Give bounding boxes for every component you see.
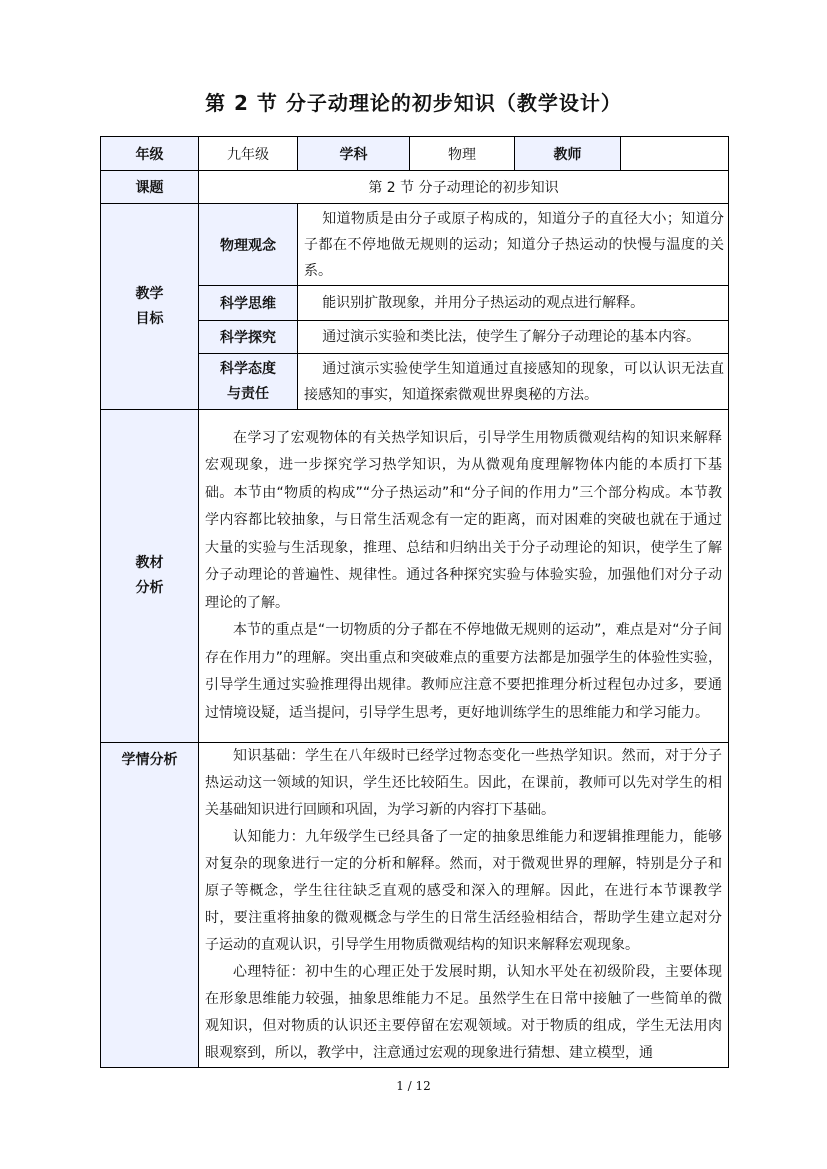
topic-value: 第 2 节 分子动理论的初步知识: [199, 171, 729, 204]
page-title: 第 2 节 分子动理论的初步知识（教学设计）: [205, 91, 622, 115]
students-row: [101, 743, 729, 1068]
material-row: [101, 410, 729, 743]
goal-text: 通过演示实验使学生知道通过直接感知的现象，可以认识无法直接感知的事实，知道探索微观世界奥秘的方法。: [304, 360, 724, 403]
page-number: 1 / 12: [396, 1079, 431, 1093]
goals-label-line1: 教学: [135, 285, 164, 302]
material-label-line2: 分析: [135, 580, 164, 596]
goal-text: 能识别扩散现象，并用分子热运动的观点进行解释。: [322, 295, 645, 311]
students-content: [199, 743, 729, 1068]
material-label-line1: 教材: [135, 555, 164, 571]
goal-name: 科学探究: [199, 321, 298, 354]
goals-label: [101, 204, 199, 410]
lesson-plan-table: [100, 136, 729, 1068]
subject-label: 学科: [298, 137, 410, 171]
material-paragraph: 在学习了宏观物体的有关热学知识后，引导学生用物质微观结构的知识来解释宏观现象，进一步探究学习热学知识，为从微观角度理解物体内能的本质打下基础。本节由“物质的构成”“分子热运动”和“分子间的作用力”三个部分构成。本节教学内容都比较抽象，与日常生活观念有一定的距离，而对困难的突破也就在于通过大量的实验与生活现象，推理、总结和归纳出关于分子动理论的知识，使学生了解分子动理论的普遍性、规律性。通过各种探究实验与体验实验，加强他们对分子动理论的了解。: [205, 429, 722, 611]
material-paragraph: 本节的重点是“一切物质的分子都在不停地做无规则的运动”，难点是对“分子间存在作用力”的理解。突出重点和突破难点的重要方法都是加强学生的体验性实验，引导学生通过实验推理得出规律。教师应注意不要把推理分析过程包办过多，要通过情境设疑，适当提问，引导学生思考，更好地训练学生的思维能力和学习能力。: [205, 622, 722, 721]
topic-row: [101, 171, 729, 204]
goal-text-cell: [298, 286, 729, 321]
students-paragraph: 心理特征：初中生的心理正处于发展时期，认知水平处在初级阶段，主要体现在形象思维能力较强，抽象思维能力不足。虽然学生在日常中接触了一些简单的微观知识，但对物质的认识还主要停留在宏观领域。对于物质的组成，学生无法用肉眼观察到，所以，教学中，注意通过宏观的现象进行猜想、建立模型，通: [205, 964, 722, 1061]
goal-text: 通过演示实验和类比法，使学生了解分子动理论的基本内容。: [322, 329, 701, 345]
teacher-label: 教师: [515, 137, 621, 171]
students-paragraph: 知识基础：学生在八年级时已经学过物态变化一些热学知识。然而，对于分子热运动这一领域的知识，学生还比较陌生。因此，在课前，教师可以先对学生的相关基础知识进行回顾和巩固，为学习新的内容打下基础。: [205, 748, 722, 818]
header-row: [101, 137, 729, 171]
goals-label-line2: 目标: [135, 310, 164, 327]
goal-text-cell: [298, 354, 729, 410]
goal-name-line2: 与责任: [227, 385, 269, 402]
goal-name: [199, 354, 298, 410]
goal-row: [101, 204, 729, 286]
topic-label: 课题: [101, 171, 199, 204]
grade-label: 年级: [101, 137, 199, 171]
goal-name-line1: 科学态度: [220, 360, 276, 377]
goal-name: 科学思维: [199, 286, 298, 321]
goal-text-cell: [298, 204, 729, 286]
teacher-value: [621, 137, 729, 171]
material-content: [199, 410, 729, 743]
subject-value: 物理: [410, 137, 515, 171]
goal-name: 物理观念: [199, 204, 298, 286]
material-label: [101, 410, 199, 743]
goal-text: 知道物质是由分子或原子构成的，知道分子的直径大小；知道分子都在不停地做无规则的运动；知道分子热运动的快慢与温度的关系。: [304, 210, 724, 279]
goal-text-cell: [298, 321, 729, 354]
grade-value: 九年级: [199, 137, 298, 171]
students-paragraph: 认知能力：九年级学生已经具备了一定的抽象思维能力和逻辑推理能力，能够对复杂的现象进行一定的分析和解释。然而，对于微观世界的理解，特别是分子和原子等概念，学生往往缺乏直观的感受和深入的理解。因此，在进行本节课教学时，要注重将抽象的微观概念与学生的日常生活经验相结合，帮助学生建立起对分子运动的直观认识，引导学生用物质微观结构的知识来解释宏观现象。: [205, 829, 722, 953]
students-label: 学情分析: [101, 743, 199, 1068]
